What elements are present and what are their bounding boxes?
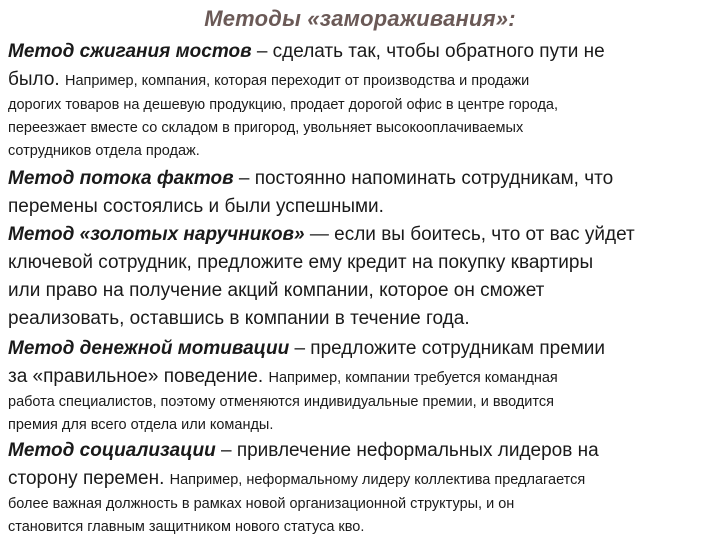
method-example-line: дорогих товаров на дешевую продукцию, продает дорогой офис в центре города, <box>8 97 559 113</box>
method-burning-bridges <box>8 38 720 163</box>
method-golden-handcuffs <box>8 221 720 333</box>
method-line: или право на получение акций компании, которое он сможет <box>8 280 545 301</box>
method-line <box>8 363 720 391</box>
method-line: реализовать, оставшись в компании в течение года. <box>8 308 470 329</box>
method-definition: было. <box>8 69 65 90</box>
method-definition: – постоянно напоминать сотрудникам, что <box>233 168 614 189</box>
method-line <box>8 38 720 66</box>
method-definition: – сделать так, чтобы обратного пути не <box>251 41 605 62</box>
method-name: Метод сжигания мостов <box>8 41 252 62</box>
method-name: Метод социализации <box>8 440 216 461</box>
method-line: перемены состоялись и были успешными. <box>8 196 384 217</box>
method-money-motivation <box>8 335 720 437</box>
method-line <box>8 465 720 493</box>
method-line: ключевой сотрудник, предложите ему кредит на покупку квартиры <box>8 252 594 273</box>
method-name: Метод денежной мотивации <box>8 338 290 359</box>
method-example: Например, неформальному лидеру коллектива предлагается <box>169 472 586 488</box>
method-example: Например, компании требуется командная <box>268 370 558 386</box>
method-line <box>8 165 720 193</box>
method-example-line: переезжает вместе со складом в пригород, увольняет высокооплачиваемых <box>8 120 524 136</box>
method-socialization <box>8 437 720 539</box>
slide-title: Методы «замораживания»: <box>204 6 516 31</box>
method-definition: сторону перемен. <box>8 468 170 489</box>
method-definition: – предложите сотрудникам премии <box>289 338 606 359</box>
methods-list <box>8 38 720 539</box>
method-name: Метод потока фактов <box>8 168 234 189</box>
method-name: Метод «золотых наручников» <box>8 224 305 245</box>
method-line <box>8 335 720 363</box>
method-example-line: становится главным защитником нового статуса кво. <box>8 519 365 535</box>
method-definition: – привлечение неформальных лидеров на <box>215 440 599 461</box>
method-facts-flow <box>8 165 720 221</box>
method-example-line: премия для всего отдела или команды. <box>8 417 274 433</box>
method-example-line: работа специалистов, поэтому отменяются индивидуальные премии, и вводится <box>8 394 554 410</box>
method-line <box>8 437 720 465</box>
method-definition: за «правильное» поведение. <box>8 366 269 387</box>
method-definition: — если вы боитесь, что от вас уйдет <box>304 224 635 245</box>
method-line <box>8 221 720 249</box>
method-line <box>8 66 720 94</box>
method-example: Например, компания, которая переходит от производства и продажи <box>64 73 530 89</box>
method-example-line: сотрудников отдела продаж. <box>8 143 200 159</box>
method-example-line: более важная должность в рамках новой организационной структуры, и он <box>8 496 515 512</box>
